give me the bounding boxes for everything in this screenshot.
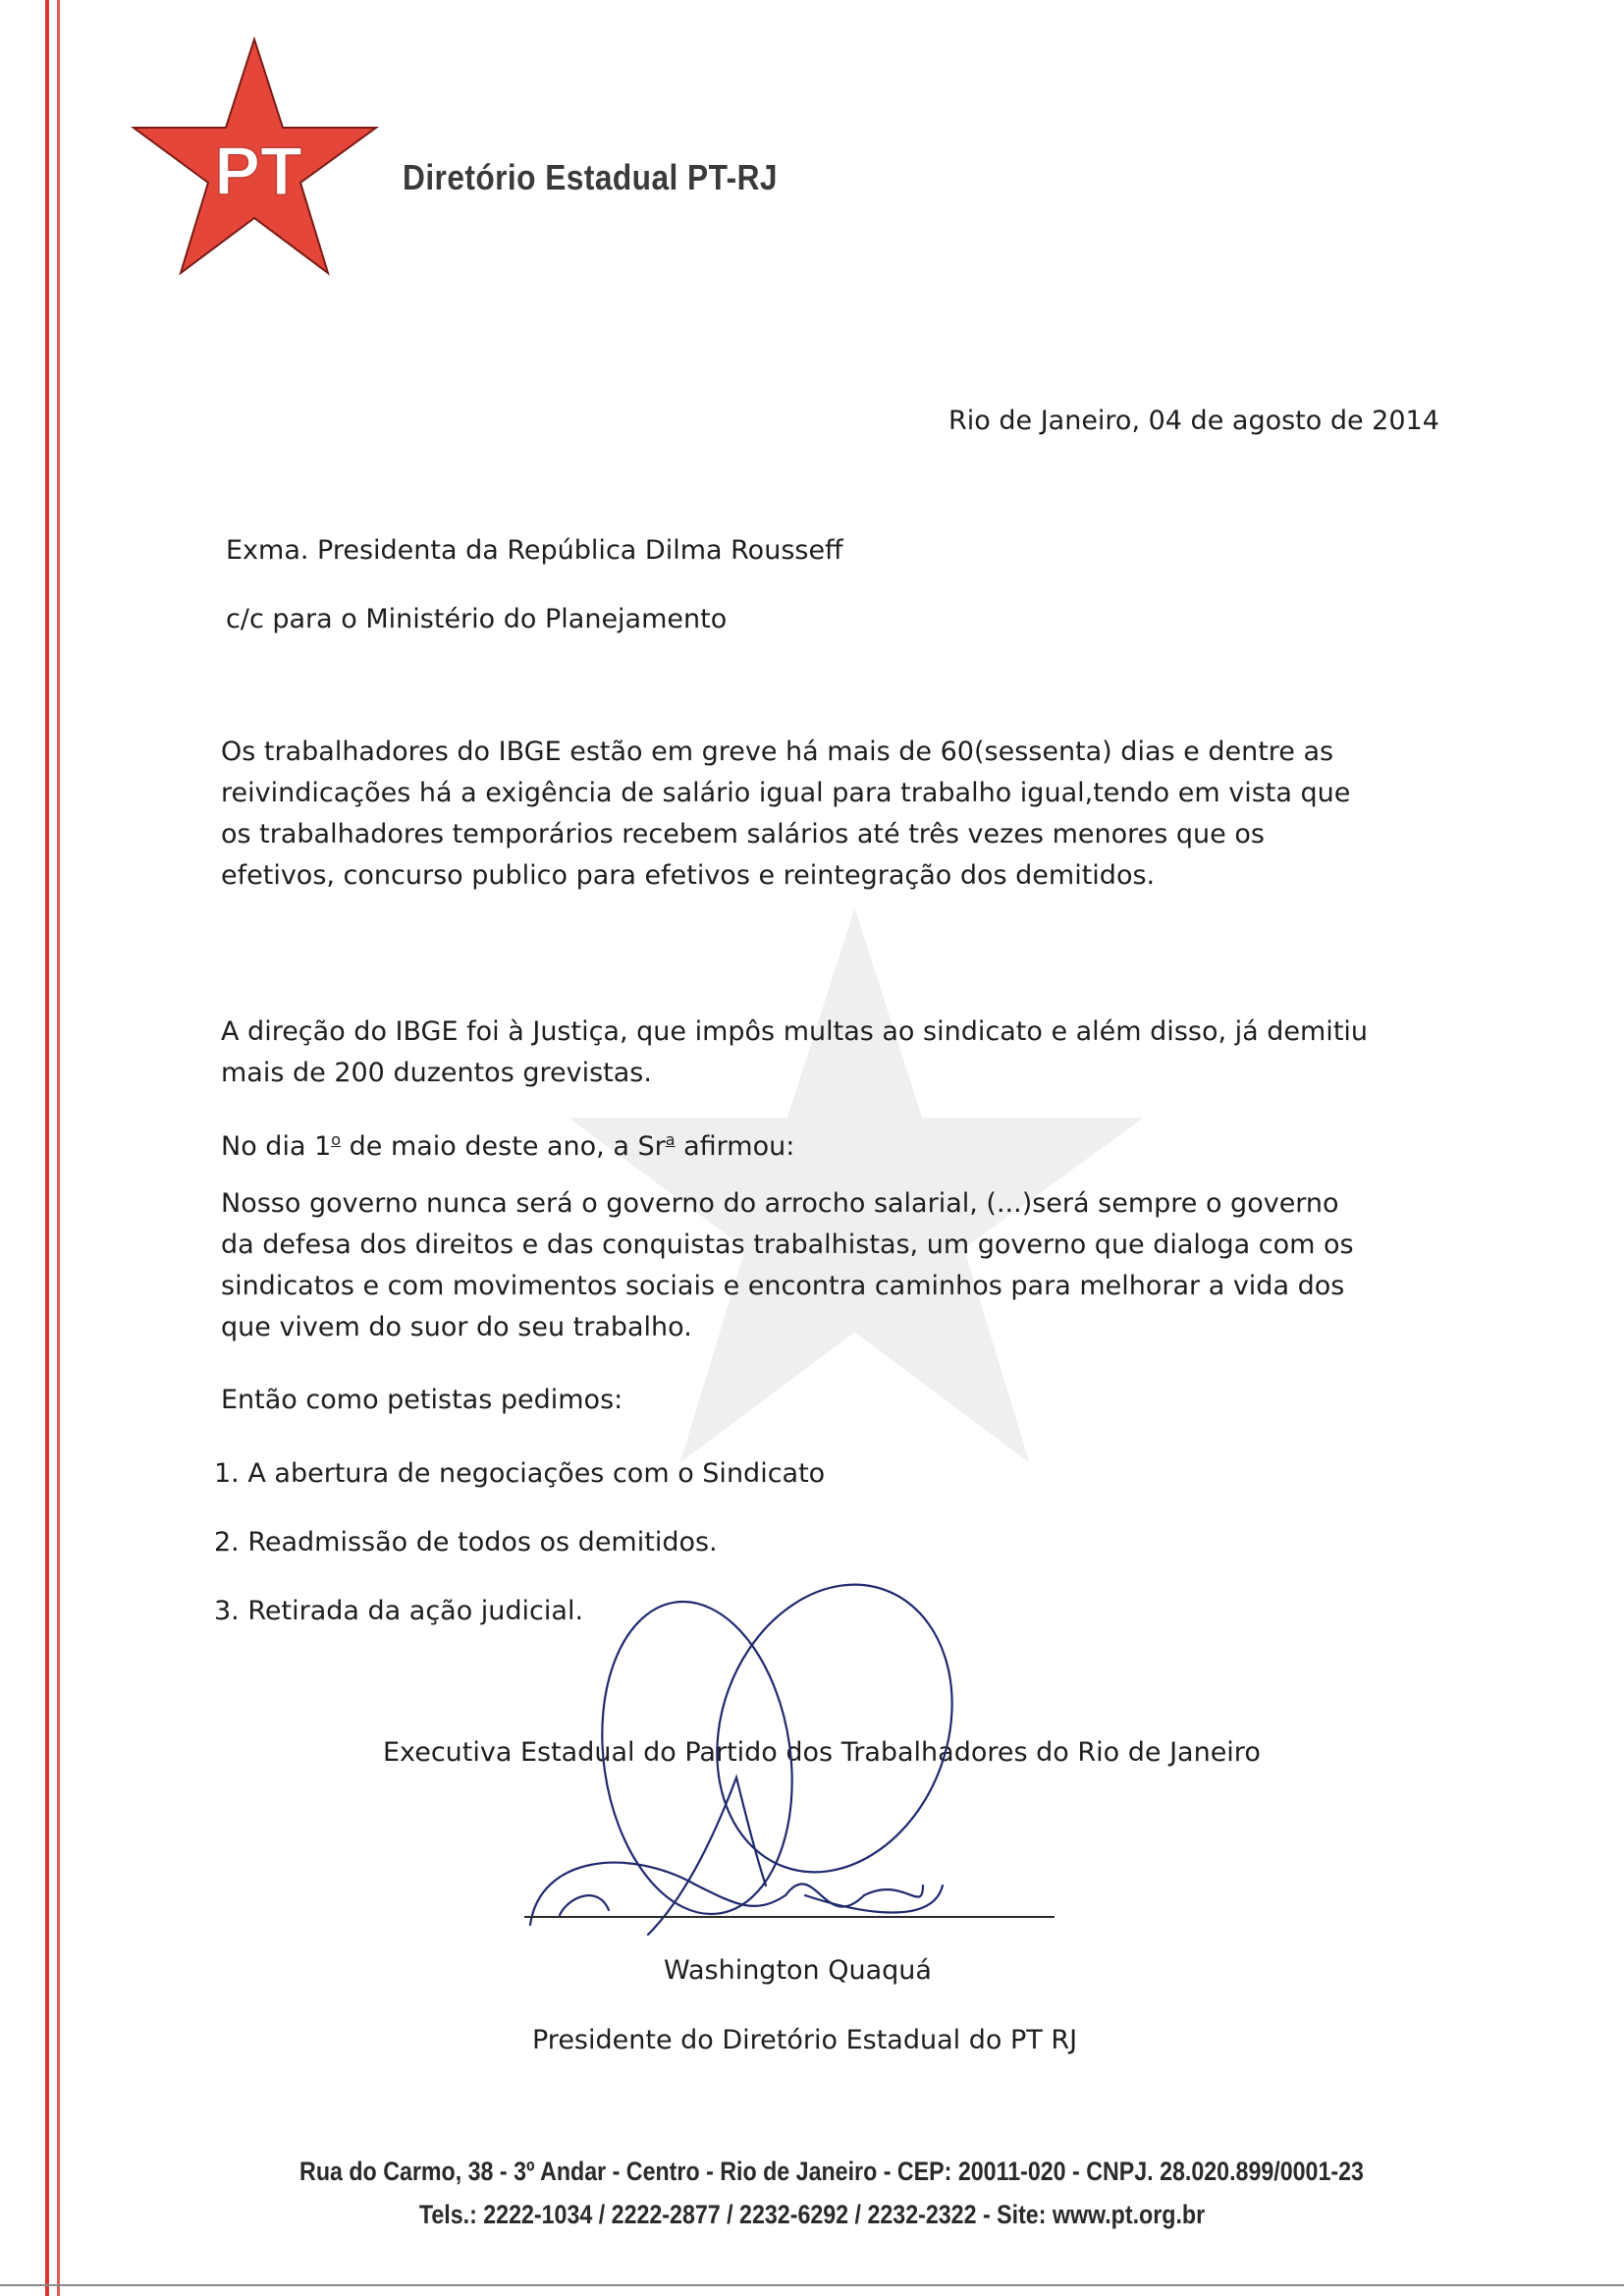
pt-star-logo-icon: [126, 29, 391, 277]
may-day-prefix: No dia 1: [221, 1131, 332, 1162]
logo-text: PT: [214, 133, 302, 209]
request-item: 2. Readmissão de todos os demitidos.: [214, 1527, 718, 1558]
letter-date: Rio de Janeiro, 04 de agosto de 2014: [948, 406, 1439, 436]
signer-role: Presidente do Diretório Estadual do PT RJ: [532, 2025, 1078, 2055]
paragraph-strike: Os trabalhadores do IBGE estão em greve há mais de 60(sessenta) dias e dentre as reivindicações há a exigência de salário igual para trabalho igual,tendo em vista que os trabalhadores temporários recebem salários até três vezes menores que os efetivos, concurso publico para efetivos e reintegração dos demitidos.: [221, 737, 1351, 891]
paragraph-may-day: [221, 1120, 1380, 1168]
organization-title: Diretório Estadual PT-RJ: [403, 157, 779, 197]
quote-paragraph: Nosso governo nunca será o governo do arrocho salarial, (...)será sempre o governo da defesa dos direitos e das conquistas trabalhistas, um governo que dialoga com os sindicatos e com movimentos sociais e encontra caminhos para melhorar a vida dos que vivem do suor do seu trabalho.: [221, 1188, 1354, 1342]
footer-contacts: Tels.: 2222-1034 / 2222-2877 / 2232-6292 / 2232-2322 - Site: www.pt.org.br: [418, 2200, 1206, 2229]
signer-name: Washington Quaquá: [664, 1955, 932, 1986]
signature-line: [524, 1916, 1055, 1918]
may-day-suffix: afirmou:: [675, 1131, 795, 1162]
footer-address: Rua do Carmo, 38 - 3º Andar - Centro - Rio de Janeiro - CEP: 20011-020 - CNPJ. 28.020.899/0001-23: [299, 2157, 1364, 2186]
margin-line-right: [57, 0, 60, 2296]
paragraph-justice: A direção do IBGE foi à Justiça, que impôs multas ao sindicato e além disso, já demitiu mais de 200 duzentos grevistas.: [221, 1016, 1369, 1088]
request-item: 1. A abertura de negociações com o Sindicato: [214, 1458, 826, 1489]
carbon-copy: c/c para o Ministério do Planejamento: [226, 604, 728, 634]
may-day-middle: de maio deste ano, a Sr: [341, 1131, 666, 1162]
handwritten-signature: [511, 1561, 1257, 1974]
request-item: 3. Retirada da ação judicial.: [214, 1596, 584, 1626]
bottom-rule: [0, 2284, 1624, 2286]
ordinal-mark: a: [665, 1130, 676, 1149]
request-intro: Então como petistas pedimos:: [221, 1385, 623, 1415]
executive-line: Executiva Estadual do Partido dos Trabalhadores do Rio de Janeiro: [383, 1737, 1261, 1768]
addressee: Exma. Presidenta da República Dilma Rousseff: [226, 535, 843, 566]
ordinal-mark: o: [331, 1130, 342, 1149]
margin-line-left: [45, 0, 49, 2296]
